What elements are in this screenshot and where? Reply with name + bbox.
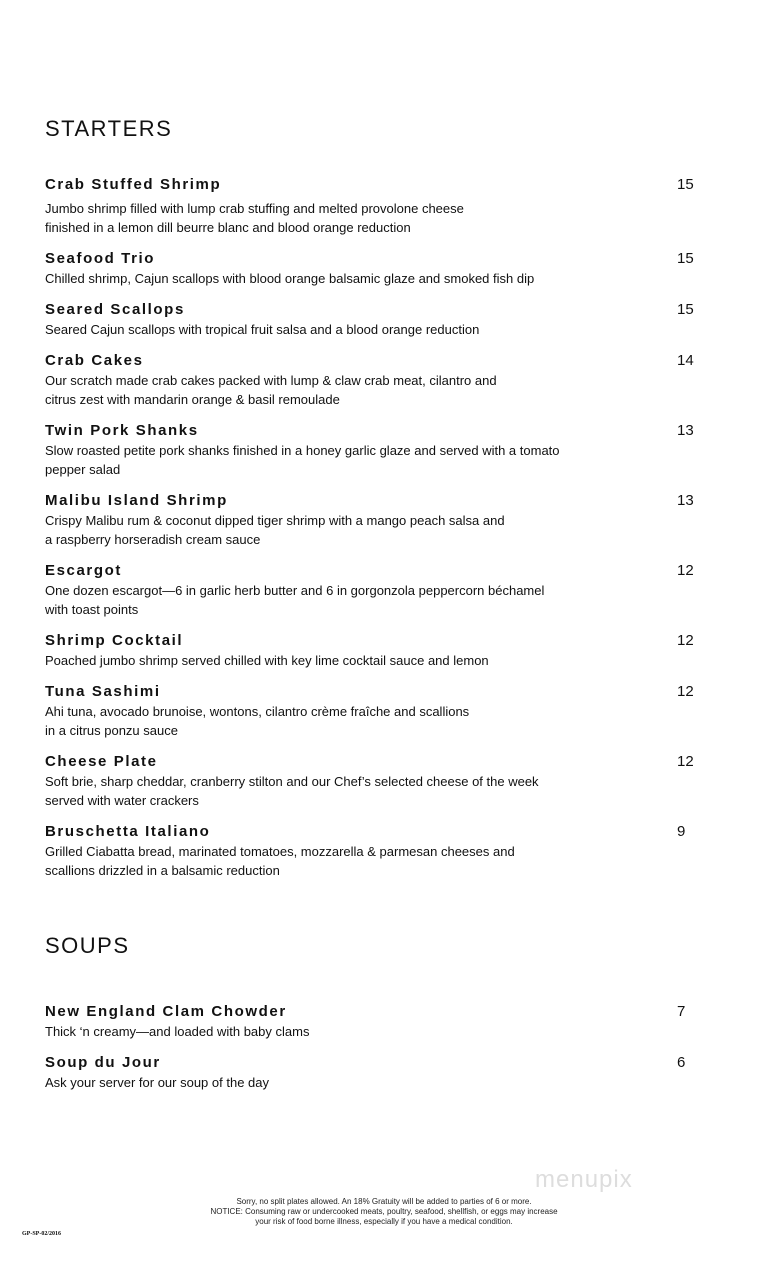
menu-item: [45, 248, 725, 288]
item-name: Escargot: [45, 562, 122, 579]
menu-item: [45, 1052, 725, 1092]
menupix-watermark: menupix: [535, 1166, 633, 1193]
item-description: Ask your server for our soup of the day: [45, 1075, 269, 1090]
item-price: 6: [677, 1054, 686, 1071]
item-description: Thick ‘n creamy—and loaded with baby clams: [45, 1024, 310, 1039]
item-name: Crab Stuffed Shrimp: [45, 176, 222, 193]
menu-item: [45, 681, 725, 740]
item-name: Malibu Island Shrimp: [45, 492, 228, 509]
menu-code: GP-SP-02/2016: [22, 1231, 61, 1237]
section-heading: SOUPS: [45, 933, 130, 958]
item-description: Poached jumbo shrimp served chilled with key lime cocktail sauce and lemon: [45, 653, 489, 668]
footer-line: Sorry, no split plates allowed. An 18% Gratuity will be added to parties of 6 or more.: [236, 1197, 532, 1206]
item-name: Twin Pork Shanks: [45, 422, 199, 439]
footer-line: NOTICE: Consuming raw or undercooked meats, poultry, seafood, shellfish, or eggs may increase: [210, 1207, 558, 1216]
item-price: 15: [677, 301, 694, 318]
item-name: Tuna Sashimi: [45, 683, 161, 700]
item-description: Our scratch made crab cakes packed with lump & claw crab meat, cilantro and citrus zest with mandarin orange & basil remoulade: [45, 373, 497, 407]
item-name: New England Clam Chowder: [45, 1003, 287, 1020]
item-price: 14: [677, 352, 694, 369]
item-description: Slow roasted petite pork shanks finished in a honey garlic glaze and served with a tomato pepper salad: [45, 443, 560, 477]
menu-item: [45, 299, 725, 339]
item-name: Crab Cakes: [45, 352, 144, 369]
menu-item: [45, 490, 725, 549]
item-price: 13: [677, 422, 694, 439]
item-name: Soup du Jour: [45, 1054, 161, 1071]
menu-item: [45, 560, 725, 619]
item-description: Seared Cajun scallops with tropical fruit salsa and a blood orange reduction: [45, 322, 480, 337]
menu-item: [45, 420, 725, 479]
item-name: Bruschetta Italiano: [45, 823, 211, 840]
item-price: 15: [677, 250, 694, 267]
menu-item: [45, 630, 725, 670]
menu-item: [45, 751, 725, 810]
item-price: 7: [677, 1003, 686, 1020]
item-description: One dozen escargot—6 in garlic herb butter and 6 in gorgonzola peppercorn béchamel with toast points: [45, 583, 545, 617]
item-description: Jumbo shrimp filled with lump crab stuffing and melted provolone cheese finished in a lemon dill beurre blanc and blood orange reduction: [45, 201, 464, 235]
menu-item: [45, 821, 725, 880]
item-name: Cheese Plate: [45, 753, 158, 770]
item-name: Seafood Trio: [45, 250, 156, 267]
item-price: 9: [677, 823, 686, 840]
footer-line: your risk of food borne illness, especially if you have a medical condition.: [255, 1217, 513, 1226]
item-price: 12: [677, 632, 694, 649]
item-price: 15: [677, 176, 694, 193]
menu-item: [45, 174, 725, 237]
item-description: Chilled shrimp, Cajun scallops with blood orange balsamic glaze and smoked fish dip: [45, 271, 535, 286]
item-description: Crispy Malibu rum & coconut dipped tiger shrimp with a mango peach salsa and a raspberry horseradish cream sauce: [45, 513, 505, 547]
item-price: 12: [677, 562, 694, 579]
starters-list: [45, 174, 725, 880]
item-name: Seared Scallops: [45, 301, 185, 318]
item-price: 12: [677, 683, 694, 700]
item-description: Ahi tuna, avocado brunoise, wontons, cilantro crème fraîche and scallions in a citrus ponzu sauce: [45, 704, 470, 738]
item-price: 13: [677, 492, 694, 509]
section-heading: STARTERS: [45, 116, 173, 141]
menu-item: [45, 350, 725, 409]
soups-list: [45, 1001, 725, 1092]
starters-section: [45, 114, 725, 891]
menu-item: [45, 1001, 725, 1041]
item-description: Grilled Ciabatta bread, marinated tomatoes, mozzarella & parmesan cheeses and scallions drizzled in a balsamic reduction: [45, 844, 515, 878]
item-name: Shrimp Cocktail: [45, 632, 184, 649]
item-price: 12: [677, 753, 694, 770]
soups-section: [45, 931, 725, 1103]
footer-notice: [0, 1197, 768, 1227]
item-description: Soft brie, sharp cheddar, cranberry stilton and our Chef’s selected cheese of the week served with water crackers: [45, 774, 539, 808]
